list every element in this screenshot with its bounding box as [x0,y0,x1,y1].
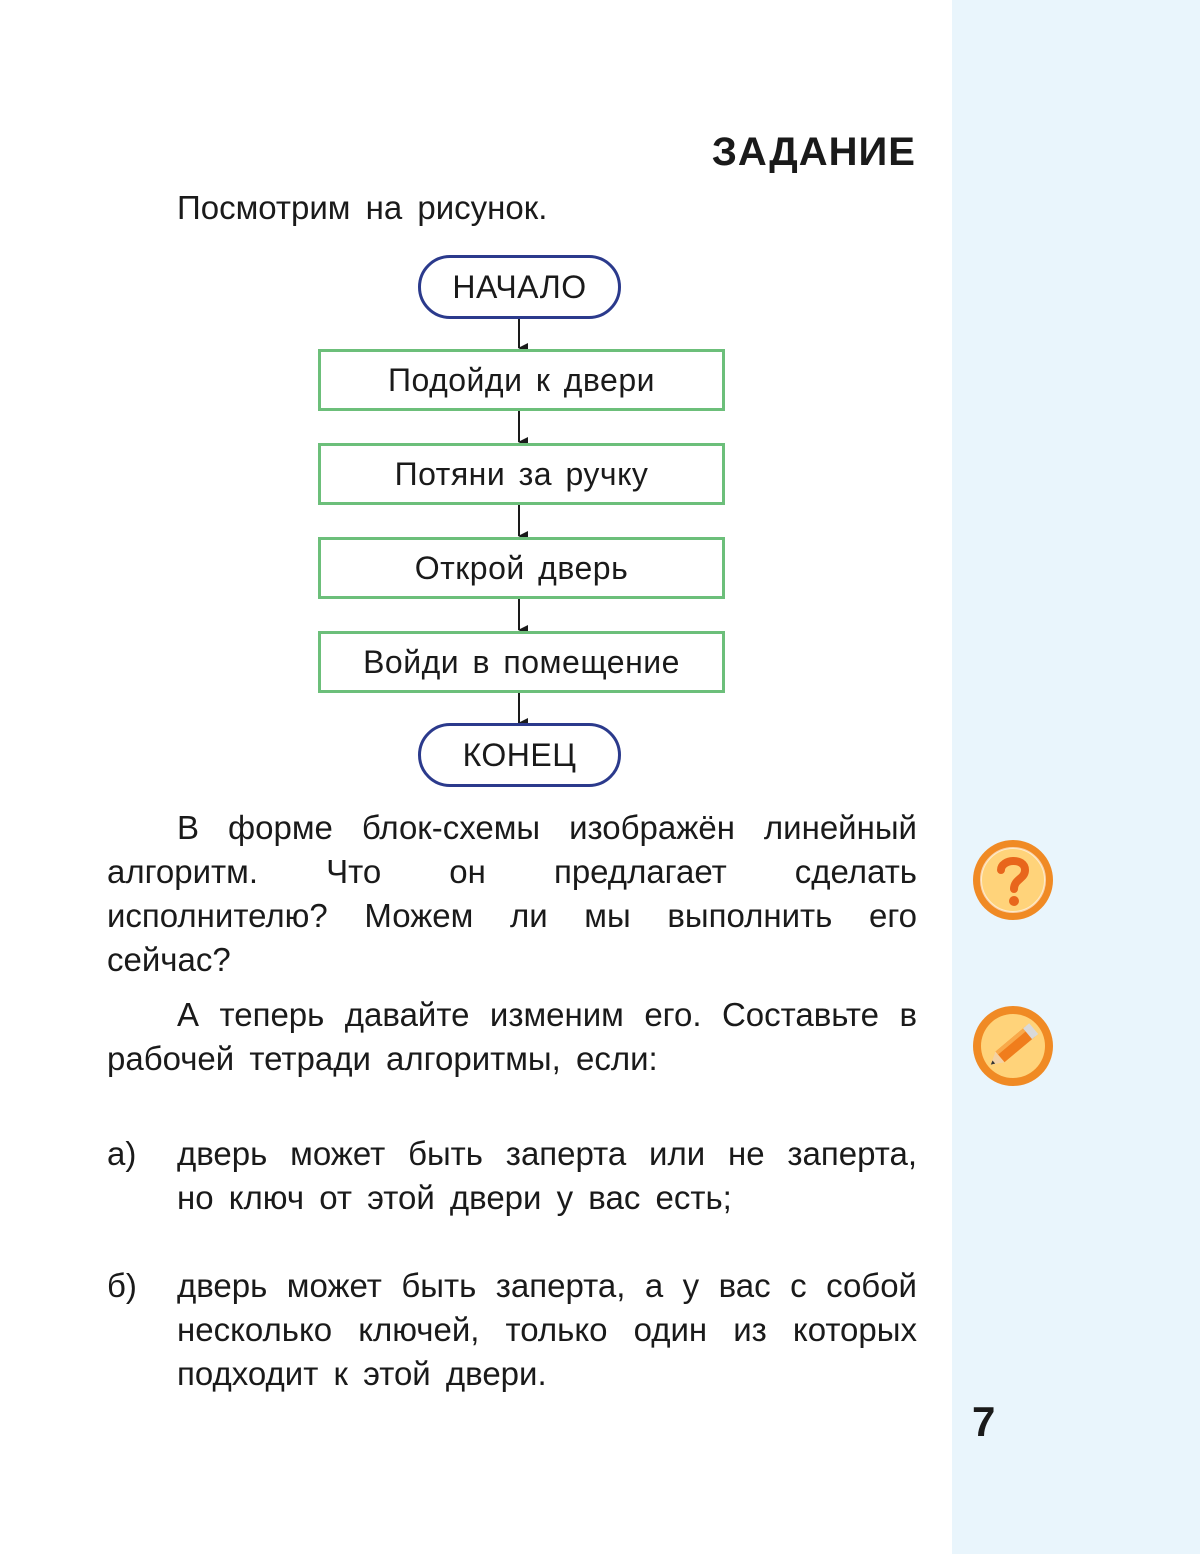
page-number: 7 [972,1398,996,1445]
list-marker: а) [107,1135,137,1172]
paragraph-task: А теперь давайте изменим его. Составьте в рабочей тетради алгоритмы, если: [107,996,917,1077]
flowchart-step-1: Подойди к двери [318,349,725,411]
intro-text: Посмотрим на рисунок. [177,189,548,226]
flowchart-step-3: Открой дверь [318,537,725,599]
margin-strip [952,0,1200,1554]
list-marker: б) [107,1267,137,1304]
list-item-text: дверь может быть заперта или не заперта, но ключ от этой двери у вас есть; [177,1135,917,1216]
list-item-text: дверь может быть заперта, а у вас с собой несколько ключей, только один из которых подходит к этой двери. [177,1267,917,1392]
flowchart-end: КОНЕЦ [418,723,621,787]
flowchart-step-4: Войди в помещение [318,631,725,693]
question-mark-icon [970,837,1056,923]
flowchart-step-2: Потяни за ручку [318,443,725,505]
page-heading: ЗАДАНИЕ [711,130,916,174]
paragraph-question: В форме блок-схемы изображён линейный алгоритм. Что он предлагает сделать исполнителю? Можем ли мы выполнить его сейчас? [107,809,917,978]
flowchart-start: НАЧАЛО [418,255,621,319]
pencil-icon [970,1003,1056,1089]
